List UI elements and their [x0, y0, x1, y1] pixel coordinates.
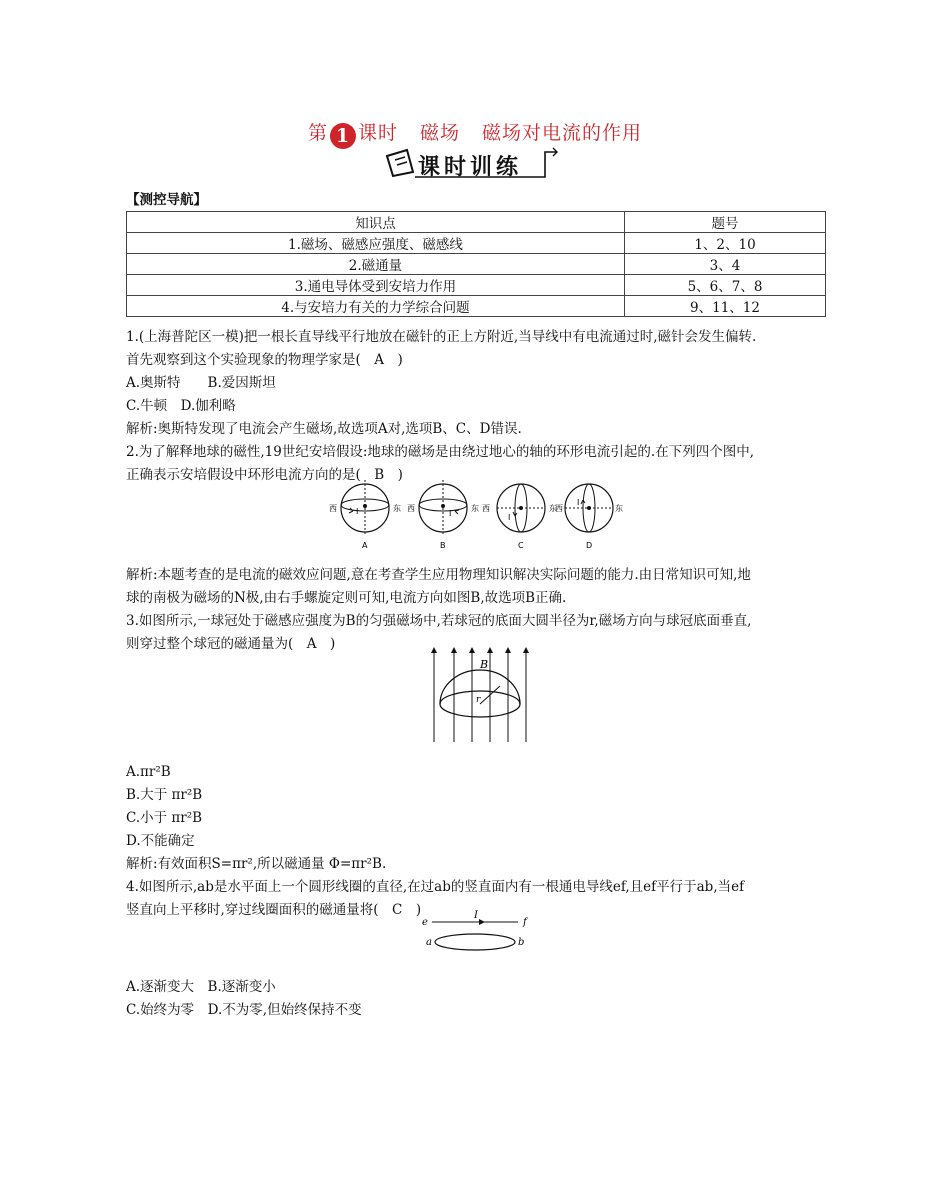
title-topic-2: 磁场对电流的作用	[482, 122, 643, 144]
option-label-a: A	[362, 541, 368, 550]
coil-ellipse	[435, 934, 515, 950]
east-label-c: 东	[549, 504, 557, 513]
label-e: e	[422, 917, 428, 928]
table-row	[127, 296, 826, 317]
q3-figure	[420, 644, 532, 746]
header-knowledge: 知识点	[127, 212, 625, 233]
header-question-no: 题号	[625, 212, 826, 233]
q3-option-a: A.πr²B	[126, 764, 171, 780]
label-b: b	[518, 937, 525, 948]
current-label-a: I	[356, 507, 359, 516]
option-label-b: B	[440, 541, 446, 550]
q2-analysis-line1: 解析:本题考查的是电流的磁效应问题,意在考查学生应用物理知识解决实际问题的能力.由日常知识可知,地	[126, 567, 751, 583]
globe-option-b	[407, 480, 479, 550]
q3-stem-line1: 3.如图所示,一球冠处于磁感应强度为B的匀强磁场中,若球冠的底面大圆半径为r,磁场方向与球冠底面垂直,	[126, 613, 752, 629]
q4-options-ab: A.逐渐变大 B.逐渐变小	[126, 979, 276, 995]
q4-stem-line1: 4.如图所示,ab是水平面上一个圆形线圈的直径,在过ab的竖直面内有一根通电导线ef,且ef平行于ab,当ef	[126, 879, 745, 895]
section-label: 【测控导航】	[126, 192, 207, 208]
current-label-c: I	[508, 513, 511, 522]
field-label-b: B	[480, 658, 489, 671]
table-cell: 2.磁通量	[127, 254, 625, 275]
lesson-title	[0, 118, 950, 149]
table-row	[127, 275, 826, 296]
option-label-c: C	[518, 541, 524, 550]
globe-option-a	[329, 480, 401, 550]
q3-option-b: B.大于 πr²B	[126, 787, 203, 803]
table-row	[127, 254, 826, 275]
q1-stem-line2: 首先观察到这个实验现象的物理学家是( A )	[126, 352, 403, 368]
title-prefix: 第	[307, 122, 328, 144]
globe-option-c	[482, 484, 557, 550]
q1-stem-line1: 1.(上海普陀区一模)把一根长直导线平行地放在磁针的正上方附近,当导线中有电流通过时,磁针会发生偏转.	[126, 329, 757, 345]
title-topic-1: 磁场	[420, 122, 461, 144]
q1-analysis: 解析:奥斯特发现了电流会产生磁场,故选项A对,选项B、C、D错误.	[126, 421, 522, 437]
q2-stem-line2: 正确表示安培假设中环形电流方向的是( B )	[126, 467, 403, 483]
west-label-b: 西	[407, 504, 415, 513]
label-a: a	[426, 937, 432, 948]
table-cell: 3、4	[625, 254, 826, 275]
q4-stem-line2: 竖直向上平移时,穿过线圈面积的磁通量将( C )	[126, 902, 422, 918]
pencil-book-icon	[387, 150, 413, 176]
title-suffix: 课时	[357, 122, 398, 144]
east-label-d: 东	[615, 504, 623, 513]
q2-analysis-line2: 球的南极为磁场的N极,由右手螺旋定则可知,电流方向如图B,故选项B正确.	[126, 590, 567, 606]
current-label-d: I	[577, 498, 580, 507]
table-row	[127, 233, 826, 254]
globe-option-d	[555, 484, 623, 550]
q2-figure	[325, 478, 625, 554]
table-cell: 4.与安培力有关的力学综合问题	[127, 296, 625, 317]
q1-options-ab: A.奥斯特 B.爱因斯坦	[126, 375, 276, 391]
option-label-d: D	[586, 541, 593, 550]
table-cell: 1.磁场、磁感应强度、磁感线	[127, 233, 625, 254]
label-f: f	[523, 917, 527, 928]
table-cell: 1、2、10	[625, 233, 826, 254]
east-label-b: 东	[471, 504, 479, 513]
q3-analysis: 解析:有效面积S=πr²,所以磁通量 Φ=πr²B.	[126, 856, 387, 872]
west-label-c: 西	[482, 504, 490, 513]
q3-option-d: D.不能确定	[126, 833, 195, 849]
table-cell: 3.通电导体受到安培力作用	[127, 275, 625, 296]
label-current: I	[474, 910, 478, 921]
q3-option-c: C.小于 πr²B	[126, 810, 203, 826]
table-cell: 5、6、7、8	[625, 275, 826, 296]
west-label-d: 西	[555, 504, 563, 513]
banner-label: 课时训练	[418, 155, 523, 180]
q4-options-cd: C.始终为零 D.不为零,但始终保持不变	[126, 1002, 362, 1018]
q2-stem-line1: 2.为了解释地球的磁性,19世纪安培假设:地球的磁场是由绕过地心的轴的环形电流引起的.在下列四个图中,	[126, 444, 754, 460]
lesson-number-badge: 1	[330, 123, 356, 149]
east-label-a: 东	[393, 504, 401, 513]
west-label-a: 西	[329, 504, 337, 513]
table-header-row	[127, 212, 826, 233]
q1-options-cd: C.牛顿 D.伽利略	[126, 398, 236, 414]
nav-table	[126, 211, 826, 317]
radius-label-r: r	[476, 695, 481, 705]
q3-stem-line2: 则穿过整个球冠的磁通量为( A )	[126, 636, 336, 652]
q4-figure	[420, 910, 535, 955]
current-label-b: I	[449, 509, 452, 518]
table-cell: 9、11、12	[625, 296, 826, 317]
